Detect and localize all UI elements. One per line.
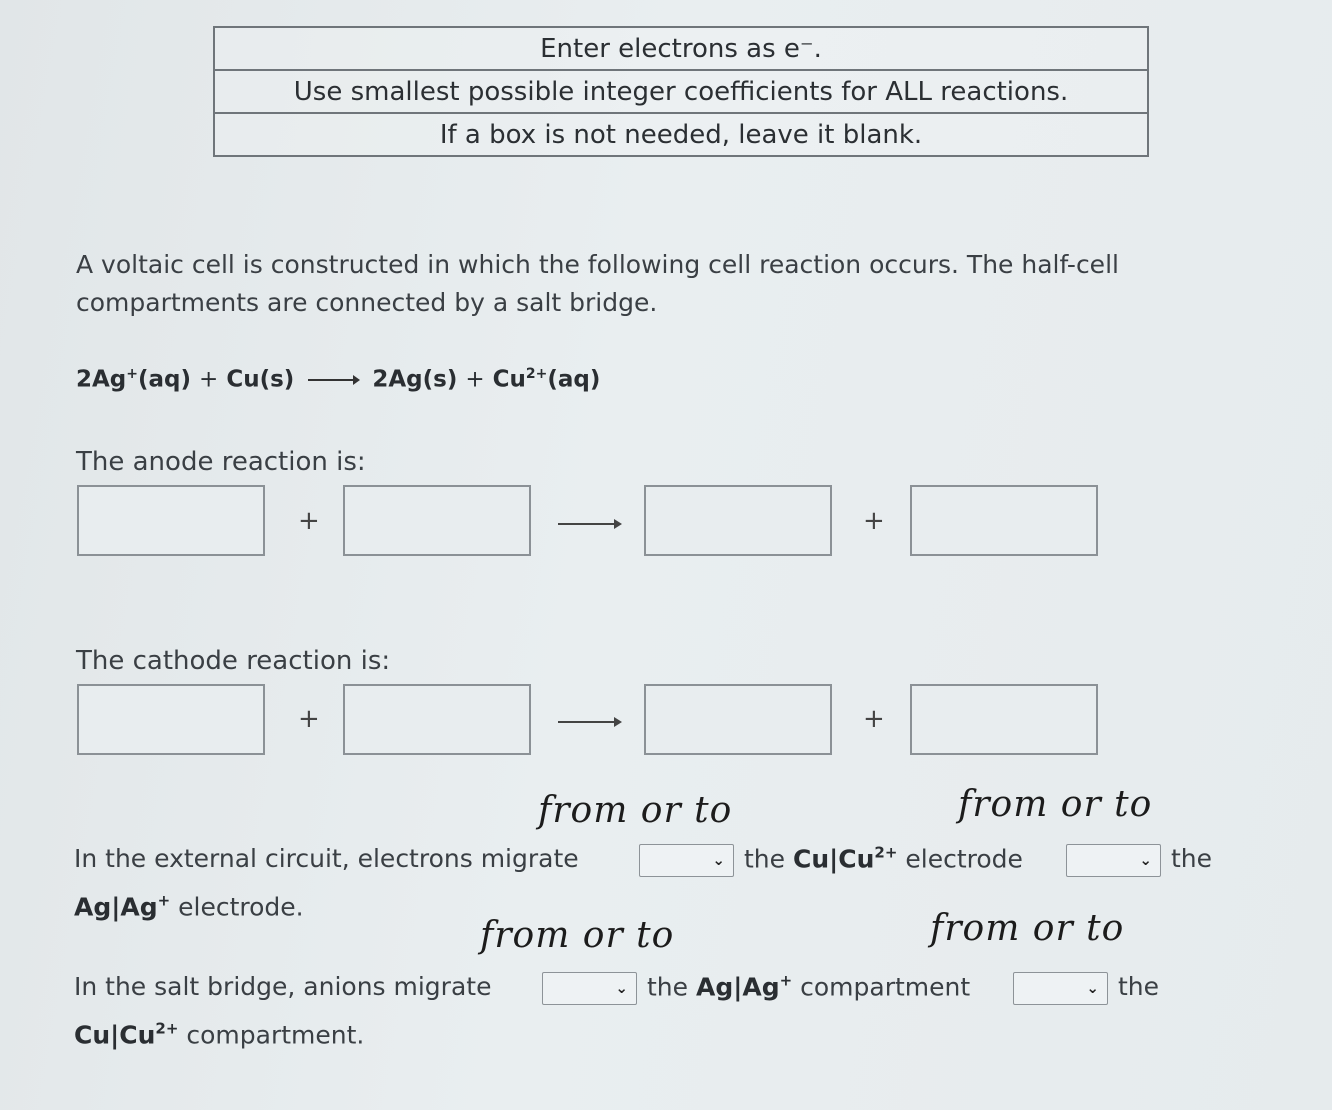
salt-compartment-2: Cu|Cu: [74, 1020, 156, 1050]
instructions-table: [213, 26, 1149, 157]
anode-plus-1: +: [298, 506, 320, 536]
external-electrode-word: electrode: [905, 844, 1023, 874]
eq-reactant1-state: (aq): [138, 366, 192, 393]
eq-reactant2: Cu(s): [226, 366, 295, 393]
eq-arrow-icon: [308, 379, 358, 381]
salt-bridge-select-2[interactable]: [1013, 972, 1108, 1005]
handwritten-note-2: from or to: [958, 784, 1153, 825]
chevron-down-icon: ⌄: [1086, 979, 1099, 997]
external-electrode-2: Ag|Ag: [74, 892, 158, 922]
external-circuit-text-2: [744, 844, 1023, 873]
cathode-plus-1: +: [298, 704, 320, 734]
cathode-arrow-icon: [558, 721, 620, 723]
salt-compartment-1-charge: +: [779, 972, 793, 990]
chevron-down-icon: ⌄: [712, 851, 725, 869]
chevron-down-icon: ⌄: [615, 979, 628, 997]
external-circuit-text-1: In the external circuit, electrons migrate: [74, 844, 579, 873]
anode-reactant-1-input[interactable]: [77, 485, 265, 556]
external-direction-select-1[interactable]: [639, 844, 734, 877]
eq-plus-2: +: [465, 366, 485, 393]
external-the-2: the: [1171, 844, 1213, 873]
salt-compartment-1: Ag|Ag: [695, 972, 780, 1002]
anode-product-1-input[interactable]: [644, 485, 832, 556]
cathode-reactant-2-input[interactable]: [343, 684, 531, 755]
salt-compartment-end: compartment.: [186, 1020, 365, 1050]
external-electrode-2-charge: +: [157, 892, 171, 910]
cathode-product-1-input[interactable]: [644, 684, 832, 755]
handwritten-note-1: from or to: [538, 790, 733, 831]
eq-product2: Cu: [492, 366, 526, 393]
eq-plus-1: +: [199, 366, 219, 393]
salt-the-1: the: [647, 972, 689, 1002]
salt-bridge-text-2: [647, 972, 970, 1001]
salt-bridge-text-1: In the salt bridge, anions migrate: [74, 972, 492, 1001]
external-electrode-1: Cu|Cu: [792, 844, 875, 874]
anode-plus-2: +: [863, 506, 885, 536]
eq-product2-charge: 2+: [525, 366, 548, 382]
anode-label: The anode reaction is:: [76, 447, 366, 477]
salt-compartment-2-charge: 2+: [155, 1020, 179, 1038]
external-electrode-1-charge: 2+: [874, 844, 898, 862]
salt-the-2: the: [1118, 972, 1160, 1001]
cathode-product-2-input[interactable]: [910, 684, 1098, 755]
cathode-reactant-1-input[interactable]: [77, 684, 265, 755]
eq-product2-state: (aq): [547, 366, 601, 393]
handwritten-note-3: from or to: [480, 915, 675, 956]
salt-bridge-text-3: [74, 1020, 364, 1049]
cell-equation: [76, 366, 600, 393]
external-electrode-end: electrode.: [178, 892, 304, 922]
anode-arrow-icon: [558, 523, 620, 525]
salt-compartment-word: compartment: [800, 972, 971, 1002]
external-direction-select-2[interactable]: [1066, 844, 1161, 877]
eq-product1: 2Ag(s): [372, 366, 458, 393]
handwritten-note-4: from or to: [930, 908, 1125, 949]
instruction-blank: If a box is not needed, leave it blank.: [214, 113, 1148, 156]
instruction-coefficients: Use smallest possible integer coefficients for ALL reactions.: [214, 70, 1148, 113]
instruction-electrons: Enter electrons as e⁻.: [214, 27, 1148, 70]
cathode-label: The cathode reaction is:: [76, 646, 391, 676]
salt-bridge-select-1[interactable]: [542, 972, 637, 1005]
anode-product-2-input[interactable]: [910, 485, 1098, 556]
external-circuit-text-3: [74, 892, 304, 921]
chevron-down-icon: ⌄: [1139, 851, 1152, 869]
eq-reactant1: 2Ag: [76, 366, 127, 393]
eq-reactant1-charge: +: [126, 366, 139, 382]
anode-reactant-2-input[interactable]: [343, 485, 531, 556]
intro-text: A voltaic cell is constructed in which the following cell reaction occurs. The half-cell compartments are connected by a salt bridge.: [76, 250, 1119, 317]
cathode-plus-2: +: [863, 704, 885, 734]
external-the-1: the: [744, 844, 786, 874]
